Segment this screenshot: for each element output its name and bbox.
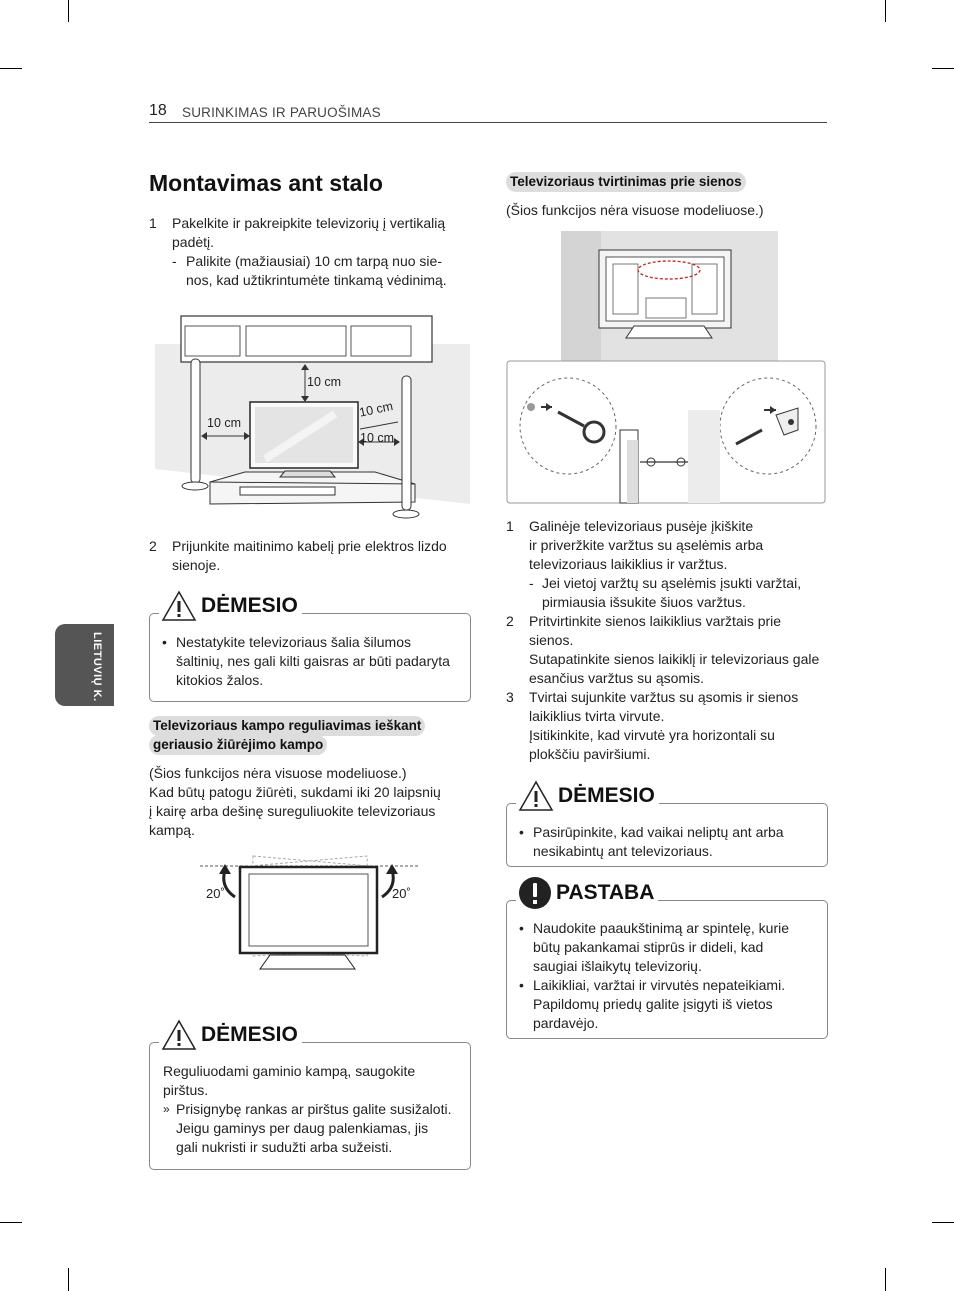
step2-text	[172, 537, 447, 575]
text-line: Palikite (mažiausiai) 10 cm tarpą nuo sie-	[186, 253, 442, 269]
note-heading	[516, 876, 658, 910]
step-number: 2	[149, 538, 157, 554]
swivel-heading-line2: geriausio žiūrėjimo kampo	[149, 735, 327, 755]
bullet: •	[162, 634, 167, 650]
crop-mark	[68, 1268, 69, 1291]
text-line: (Šios funkcijos nėra visuose modeliuose.)	[149, 765, 407, 781]
page-header	[149, 100, 827, 123]
clearance-right-upper-label: 10 cm	[358, 398, 395, 420]
caution-text	[176, 633, 450, 690]
crop-mark	[0, 1222, 22, 1223]
note-title: PASTABA	[556, 881, 655, 904]
bullet: •	[519, 824, 524, 840]
step1-sub-text	[542, 574, 801, 612]
page-number: 18	[149, 102, 167, 119]
text-line: Galinėje televizoriaus pusėje įkiškite	[529, 518, 754, 534]
text-line: Kad būtų patogu žiūrėti, sukdami iki 20 laipsnių	[149, 784, 441, 800]
clearance-left-label: 10 cm	[207, 416, 242, 430]
wall-securing-heading: Televizoriaus tvirtinimas prie sienos	[506, 172, 746, 192]
step1-sub-text	[186, 252, 447, 290]
text-line: esančius varžtus su ąsomis.	[529, 670, 705, 686]
text-line: būtų pakankamai stiprūs ir dideli, kad	[533, 939, 764, 955]
text-line: padėtį.	[172, 234, 215, 250]
crop-mark	[932, 68, 954, 69]
crop-mark	[885, 1268, 886, 1291]
section-title: SURINKIMAS IR PARUOŠIMAS	[182, 105, 381, 120]
text-line: saugiai išlaikytų televizorių.	[533, 958, 702, 974]
text-line: Pakelkite ir pakreipkite televizorių į vertikalią	[172, 215, 446, 231]
text-line: nos, kad užtikrintumėte tinkamą vėdinimą.	[186, 272, 447, 288]
step3-text	[529, 688, 798, 764]
text-line: Reguliuodami gaminio kampą, saugokite	[163, 1063, 416, 1079]
sub-marker: »	[163, 1102, 170, 1116]
text-line: Prijunkite maitinimo kabelį prie elektros lizdo	[172, 538, 447, 554]
caution-sub-text	[176, 1100, 451, 1157]
note-item	[533, 976, 785, 1033]
caution-title: DĖMESIO	[201, 594, 298, 617]
warning-icon	[161, 1019, 197, 1051]
crop-mark	[0, 68, 22, 69]
step-number: 2	[506, 613, 514, 629]
text-line: šaltinių, nes gali kilti gaisras ar būti padaryta	[176, 653, 450, 669]
language-tab-label: LIETUVIŲ K.	[91, 632, 103, 702]
text-line: Nestatykite televizoriaus šalia šilumos	[176, 634, 411, 650]
caution-heading	[159, 590, 302, 622]
text-line: pirmiausia išsukite šiuos varžtus.	[542, 594, 746, 610]
language-tab	[55, 624, 114, 706]
text-line: Laikikliai, varžtai ir virvutės nepateikiami.	[533, 977, 786, 993]
swivel-text	[149, 764, 441, 840]
wall-securing-note: (Šios funkcijos nėra visuose modeliuose.)	[506, 202, 764, 218]
text-line: Naudokite paaukštinimą ar spintelę, kurie	[533, 920, 790, 936]
wall-securing-illustration	[506, 230, 826, 505]
step-number: 1	[149, 215, 157, 231]
dash-marker: -	[172, 253, 177, 269]
text-line: pardavėjo.	[533, 1015, 599, 1031]
text-line: Pasirūpinkite, kad vaikai neliptų ant arba	[533, 824, 784, 840]
angle-right-label: 20˚	[392, 886, 411, 901]
text-line: gali nukristi ir sudužti arba sužeisti.	[176, 1139, 393, 1155]
text-line: Jeigu gaminys per daug palenkiamas, jis	[176, 1120, 429, 1136]
text-line: Įsitikinkite, kad virvutė yra horizontali su	[529, 727, 775, 743]
step2-text	[529, 612, 819, 688]
swivel-heading-line1: Televizoriaus kampo reguliavimas ieškant	[149, 716, 425, 736]
text-line: televizoriaus laikiklius ir varžtus.	[529, 556, 728, 572]
page-title: Montavimas ant stalo	[149, 170, 383, 196]
crop-mark	[885, 0, 886, 22]
caution-title: DĖMESIO	[558, 784, 655, 807]
step1-text	[172, 214, 445, 252]
text-line: į kairę arba dešinę sureguliuokite televizoriaus	[149, 803, 436, 819]
text-line: sienoje.	[172, 557, 221, 573]
text-line: Jei vietoj varžtų su ąselėmis įsukti varžtai,	[542, 575, 802, 591]
angle-left-label: 20˚	[206, 886, 225, 901]
text-line: ir priveržkite varžtus su ąselėmis arba	[529, 537, 764, 553]
text-line: Sutapatinkite sienos laikiklį ir televizoriaus gale	[529, 651, 820, 667]
text-line: kampą.	[149, 822, 195, 838]
desk-mount-illustration	[155, 314, 470, 526]
text-line: Prisignybę rankas ar pirštus galite susižaloti.	[176, 1101, 452, 1117]
text-line: Pritvirtinkite sienos laikiklius varžtais prie	[529, 613, 782, 629]
crop-mark	[932, 1222, 954, 1223]
text-line: sienos.	[529, 632, 574, 648]
caution-text	[163, 1062, 415, 1100]
warning-icon	[518, 780, 554, 812]
caution-heading	[516, 780, 659, 812]
text-line: kitokios žalos.	[176, 672, 264, 688]
step1-text	[529, 517, 763, 574]
text-line: laikiklius tvirta virvute.	[529, 708, 665, 724]
swivel-illustration	[195, 852, 425, 977]
text-line: plokščiu paviršiumi.	[529, 746, 651, 762]
text-line: Papildomų priedų galite įsigyti iš vietos	[533, 996, 773, 1012]
bullet: •	[519, 977, 524, 993]
caution-text	[533, 823, 784, 861]
warning-icon	[161, 590, 197, 622]
text-line: pirštus.	[163, 1082, 209, 1098]
clearance-right-lower-label: 10 cm	[360, 431, 395, 445]
step-number: 3	[506, 689, 514, 705]
bullet: •	[519, 920, 524, 936]
caution-heading	[159, 1019, 302, 1051]
step-number: 1	[506, 518, 514, 534]
note-item	[533, 919, 789, 976]
crop-mark	[68, 0, 69, 22]
caution-title: DĖMESIO	[201, 1023, 298, 1046]
clearance-top-label: 10 cm	[307, 375, 342, 389]
text-line: nesikabintų ant televizoriaus.	[533, 843, 713, 859]
dash-marker: -	[529, 575, 534, 591]
exclamation-icon	[518, 876, 552, 910]
text-line: Tvirtai sujunkite varžtus su ąsomis ir sienos	[529, 689, 799, 705]
